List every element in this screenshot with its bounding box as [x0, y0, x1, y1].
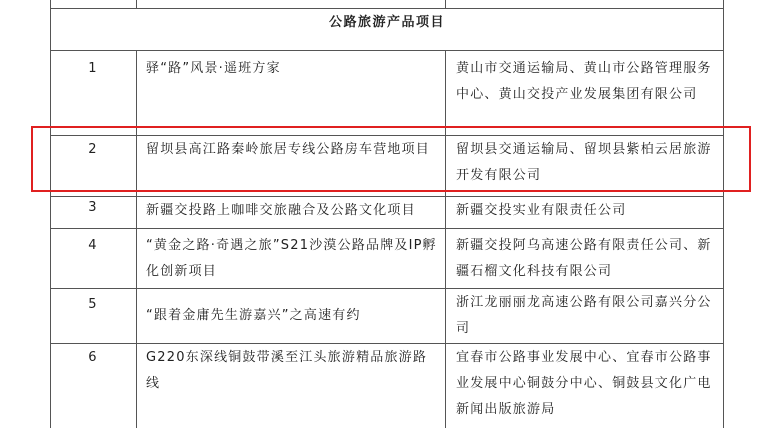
row-1-number: 1 — [88, 61, 98, 76]
row-2-unit: 留坝县交通运输局、留坝县紫柏云居旅游开发有限公司 — [456, 142, 712, 183]
col-divider-2 — [445, 50, 446, 428]
col-divider-2-top — [445, 0, 446, 8]
col-divider-1-top — [136, 0, 137, 8]
row-2-highlight-box — [31, 126, 751, 192]
row-2-project: 留坝县高江路秦岭旅居专线公路房车营地项目 — [146, 142, 431, 157]
row-6-unit: 宜春市公路事业发展中心、宜春市公路事业发展中心铜鼓分中心、铜鼓县文化广电新闻出版旅游局 — [456, 350, 712, 417]
row-6-project: G220东深线铜鼓带溪至江头旅游精品旅游路线 — [146, 350, 428, 391]
row-line-top — [50, 8, 724, 9]
project-table — [50, 0, 724, 428]
row-2-number: 2 — [88, 142, 98, 157]
row-1-unit: 黄山市交通运输局、黄山市公路管理服务中心、黄山交投产业发展集团有限公司 — [456, 61, 712, 102]
row-line-2 — [50, 196, 724, 197]
section-title: 公路旅游产品项目 — [328, 15, 445, 30]
row-3-project: 新疆交投路上咖啡交旅融合及公路文化项目 — [146, 203, 416, 218]
row-line-3 — [50, 228, 724, 229]
row-4-project: “黄金之路·奇遇之旅”S21沙漠公路品牌及IP孵化创新项目 — [146, 238, 437, 279]
row-5-number: 5 — [88, 297, 98, 312]
table-right-border — [723, 0, 724, 428]
row-5-unit: 浙江龙丽丽龙高速公路有限公司嘉兴分公司 — [456, 295, 712, 336]
row-6-number: 6 — [88, 350, 98, 365]
row-line-section — [50, 50, 724, 51]
col-divider-1 — [136, 50, 137, 428]
row-4-number: 4 — [88, 238, 98, 253]
row-4-unit: 新疆交投阿乌高速公路有限责任公司、新疆石榴文化科技有限公司 — [456, 238, 712, 279]
row-1-project: 驿“路”风景·遥班方家 — [146, 61, 281, 76]
row-3-number: 3 — [88, 200, 98, 215]
row-3-unit: 新疆交投实业有限责任公司 — [456, 203, 627, 218]
row-line-4 — [50, 288, 724, 289]
row-line-5 — [50, 343, 724, 344]
row-5-project: “跟着金庸先生游嘉兴”之高速有约 — [146, 308, 361, 323]
